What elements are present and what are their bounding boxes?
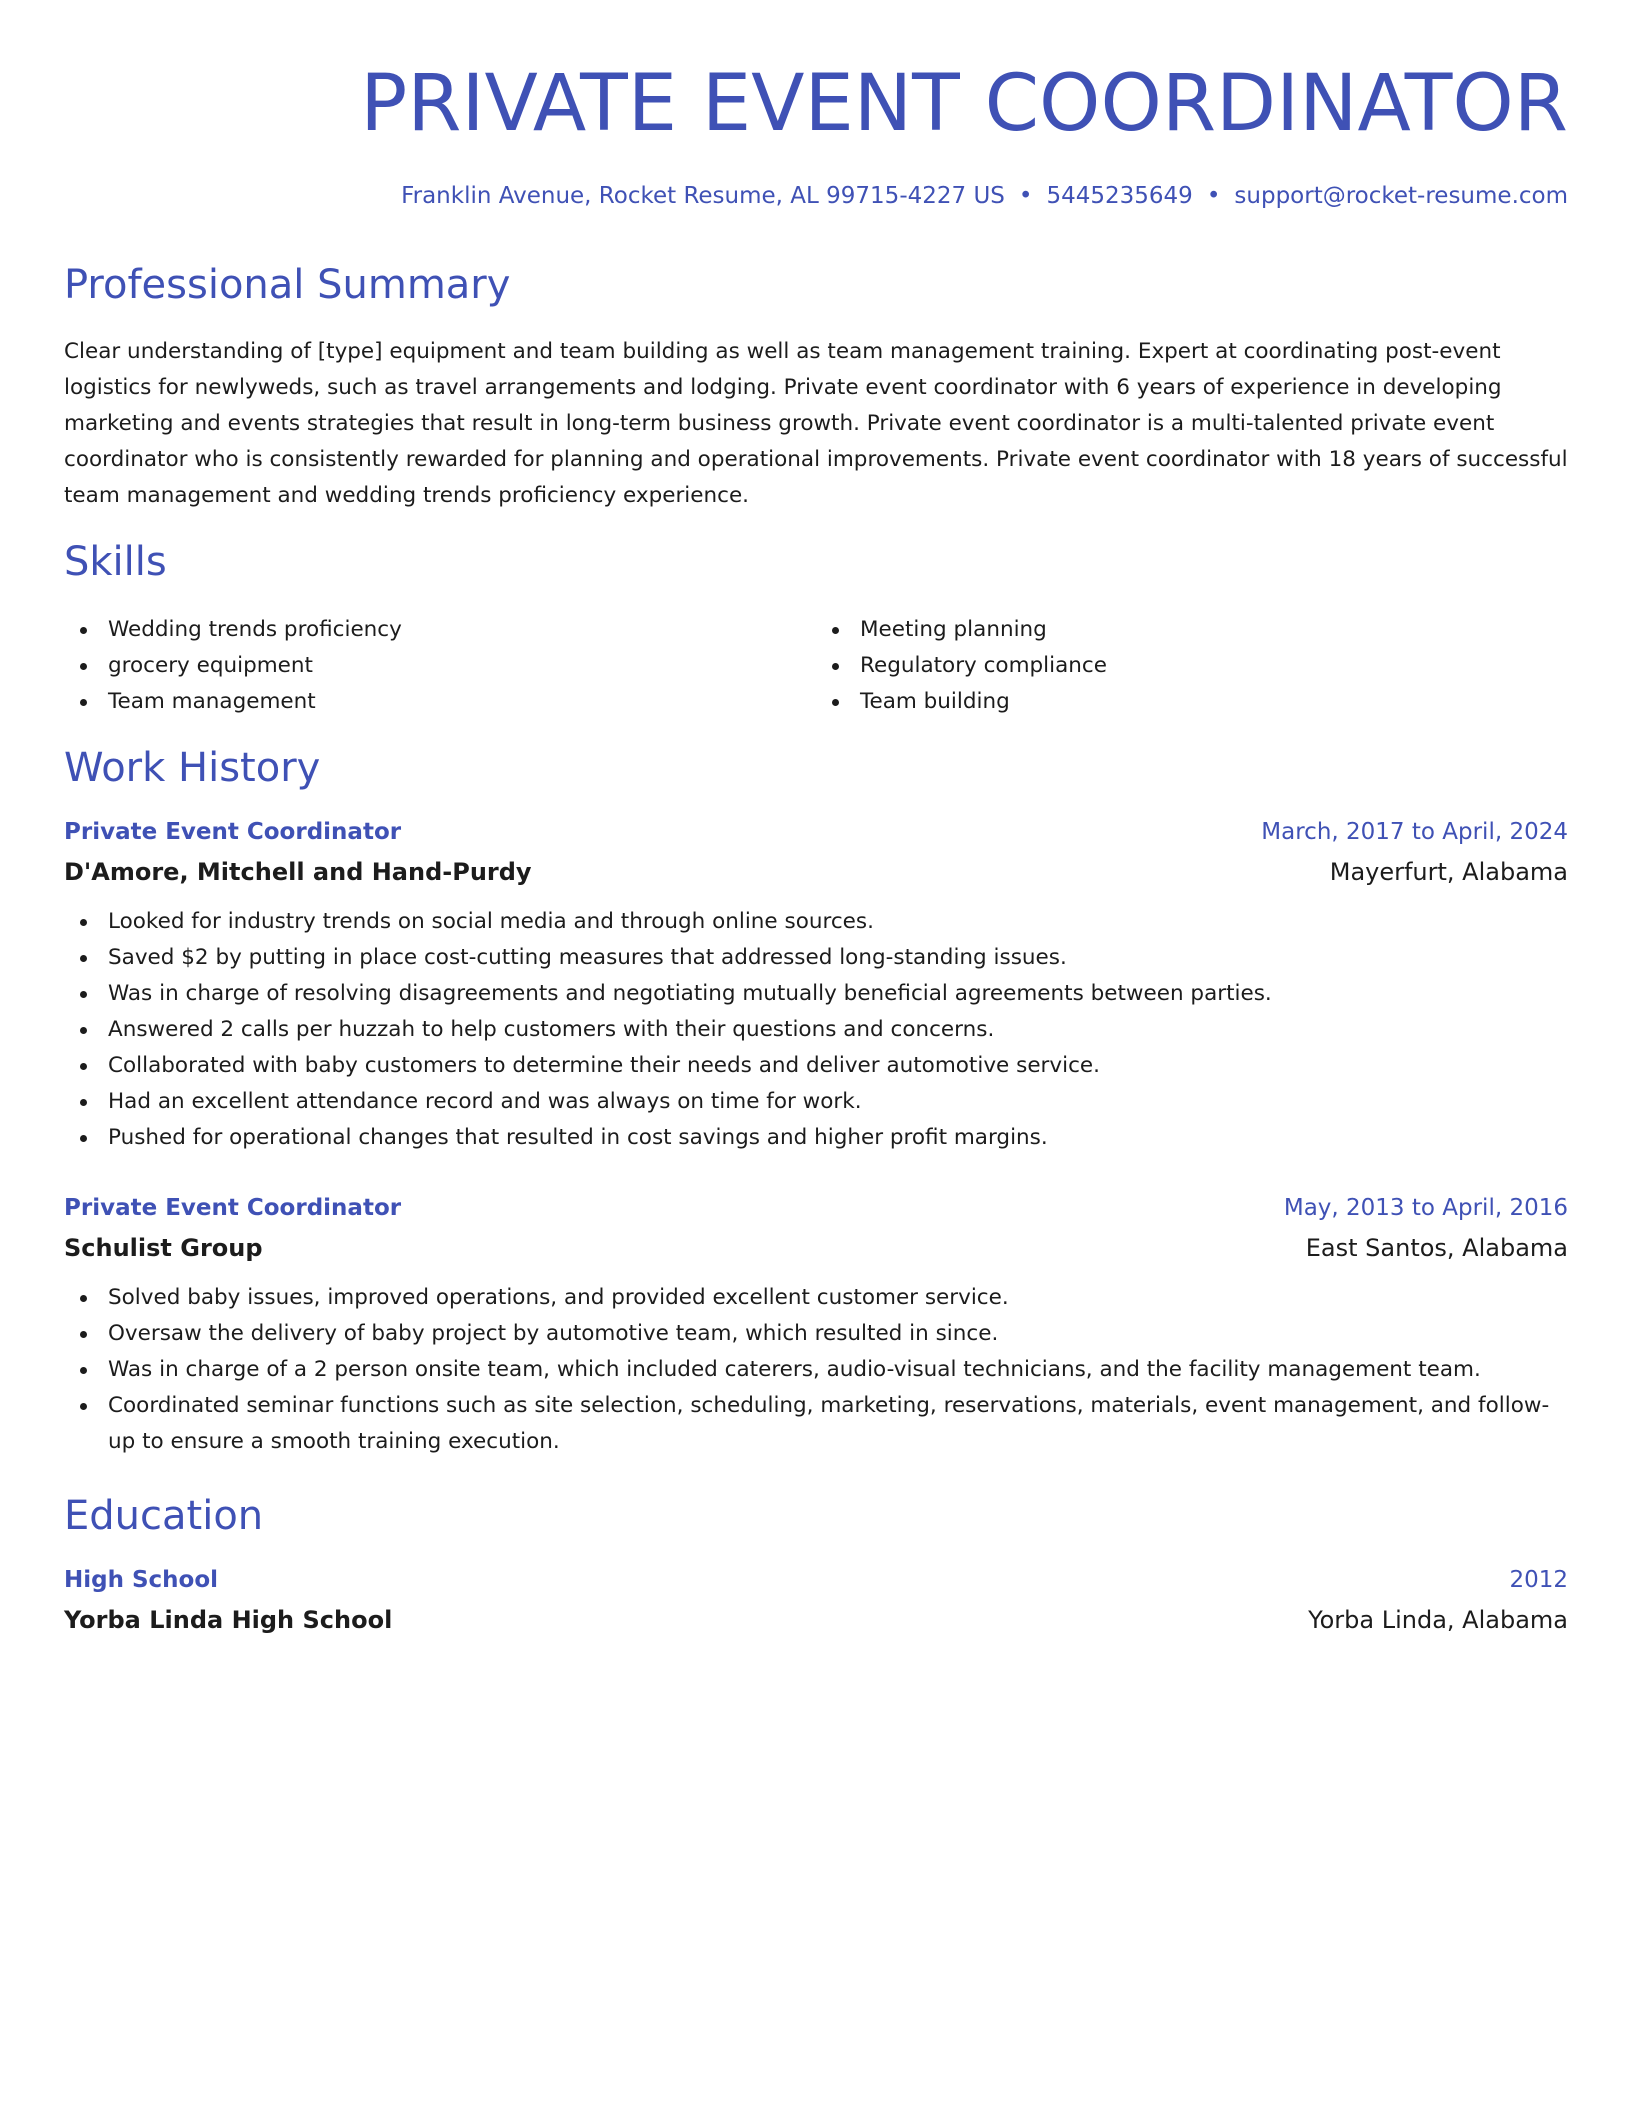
school-location: Yorba Linda, Alabama bbox=[1308, 1606, 1568, 1634]
company-name: Schulist Group bbox=[64, 1234, 263, 1262]
job-bullet: Solved baby issues, improved operations, and provided excellent customer service. bbox=[64, 1280, 1568, 1316]
skills-list bbox=[64, 612, 1568, 720]
contact-separator: • bbox=[1206, 183, 1221, 209]
summary-heading: Professional Summary bbox=[64, 262, 511, 308]
job-bullet: Pushed for operational changes that resulted in cost savings and higher profit margins. bbox=[64, 1120, 1568, 1156]
school-name: Yorba Linda High School bbox=[64, 1606, 393, 1634]
summary-text: Clear understanding of [type] equipment and team building as well as team management training. Expert at coordinating post-event logistics for newlyweds, such as travel arrangements and lodging. Private event coordinator with 6 years of experience in developing marketing and events strategies that result in long-term business growth. Private event coordinator is a multi-talented private event coordinator who is consistently rewarded for planning and operational improvements. Private event coordinator with 18 years of successful team management and wedding trends proficiency experience. bbox=[64, 339, 1568, 508]
work-history-heading: Work History bbox=[64, 745, 321, 791]
skill-item: Wedding trends proficiency bbox=[108, 612, 816, 648]
contact-phone: 5445235649 bbox=[1046, 183, 1193, 209]
contact-separator: • bbox=[1018, 183, 1033, 209]
job-bullet: Answered 2 calls per huzzah to help customers with their questions and concerns. bbox=[64, 1012, 1568, 1048]
skill-item: Team building bbox=[860, 684, 1568, 720]
education-entry bbox=[64, 1560, 1568, 1640]
skill-item: grocery equipment bbox=[108, 648, 816, 684]
skill-item: Meeting planning bbox=[860, 612, 1568, 648]
job-bullet: Collaborated with baby customers to determine their needs and deliver automotive service. bbox=[64, 1048, 1568, 1084]
skill-item: Team management bbox=[108, 684, 816, 720]
job-title: Private Event Coordinator bbox=[64, 819, 402, 845]
skills-column-right bbox=[816, 612, 1568, 720]
contact-line bbox=[401, 180, 1568, 212]
contact-email: support@rocket-resume.com bbox=[1234, 183, 1568, 209]
skills-column-left bbox=[64, 612, 816, 720]
skill-item: Regulatory compliance bbox=[860, 648, 1568, 684]
page-title: PRIVATE EVENT COORDINATOR bbox=[360, 59, 1568, 149]
job-location: Mayerfurt, Alabama bbox=[1329, 858, 1568, 886]
job-bullets bbox=[64, 904, 1568, 1156]
job-location: East Santos, Alabama bbox=[1305, 1234, 1568, 1262]
job-bullet: Was in charge of resolving disagreements and negotiating mutually beneficial agreements between parties. bbox=[64, 976, 1568, 1012]
job-dates: March, 2017 to April, 2024 bbox=[1261, 819, 1568, 845]
job-bullet: Looked for industry trends on social media and through online sources. bbox=[64, 904, 1568, 940]
degree: High School bbox=[64, 1567, 219, 1593]
job-bullet: Coordinated seminar functions such as site selection, scheduling, marketing, reservations, materials, event management, and follow-up to ensure a smooth training execution. bbox=[64, 1388, 1568, 1460]
graduation-year: 2012 bbox=[1509, 1567, 1568, 1593]
company-name: D'Amore, Mitchell and Hand-Purdy bbox=[64, 858, 532, 886]
job-bullet: Was in charge of a 2 person onsite team, which included caterers, audio-visual technicians, and the facility management team. bbox=[64, 1352, 1568, 1388]
skills-heading: Skills bbox=[64, 539, 167, 585]
job-title: Private Event Coordinator bbox=[64, 1195, 402, 1221]
job-bullet: Had an excellent attendance record and was always on time for work. bbox=[64, 1084, 1568, 1120]
education-heading: Education bbox=[64, 1493, 264, 1539]
contact-address: Franklin Avenue, Rocket Resume, AL 99715-4227 US bbox=[401, 183, 1005, 209]
job-entry bbox=[64, 812, 1568, 1156]
job-dates: May, 2013 to April, 2016 bbox=[1283, 1195, 1568, 1221]
job-entry bbox=[64, 1188, 1568, 1460]
job-bullet: Saved $2 by putting in place cost-cutting measures that addressed long-standing issues. bbox=[64, 940, 1568, 976]
job-bullet: Oversaw the delivery of baby project by automotive team, which resulted in since. bbox=[64, 1316, 1568, 1352]
job-bullets bbox=[64, 1280, 1568, 1460]
